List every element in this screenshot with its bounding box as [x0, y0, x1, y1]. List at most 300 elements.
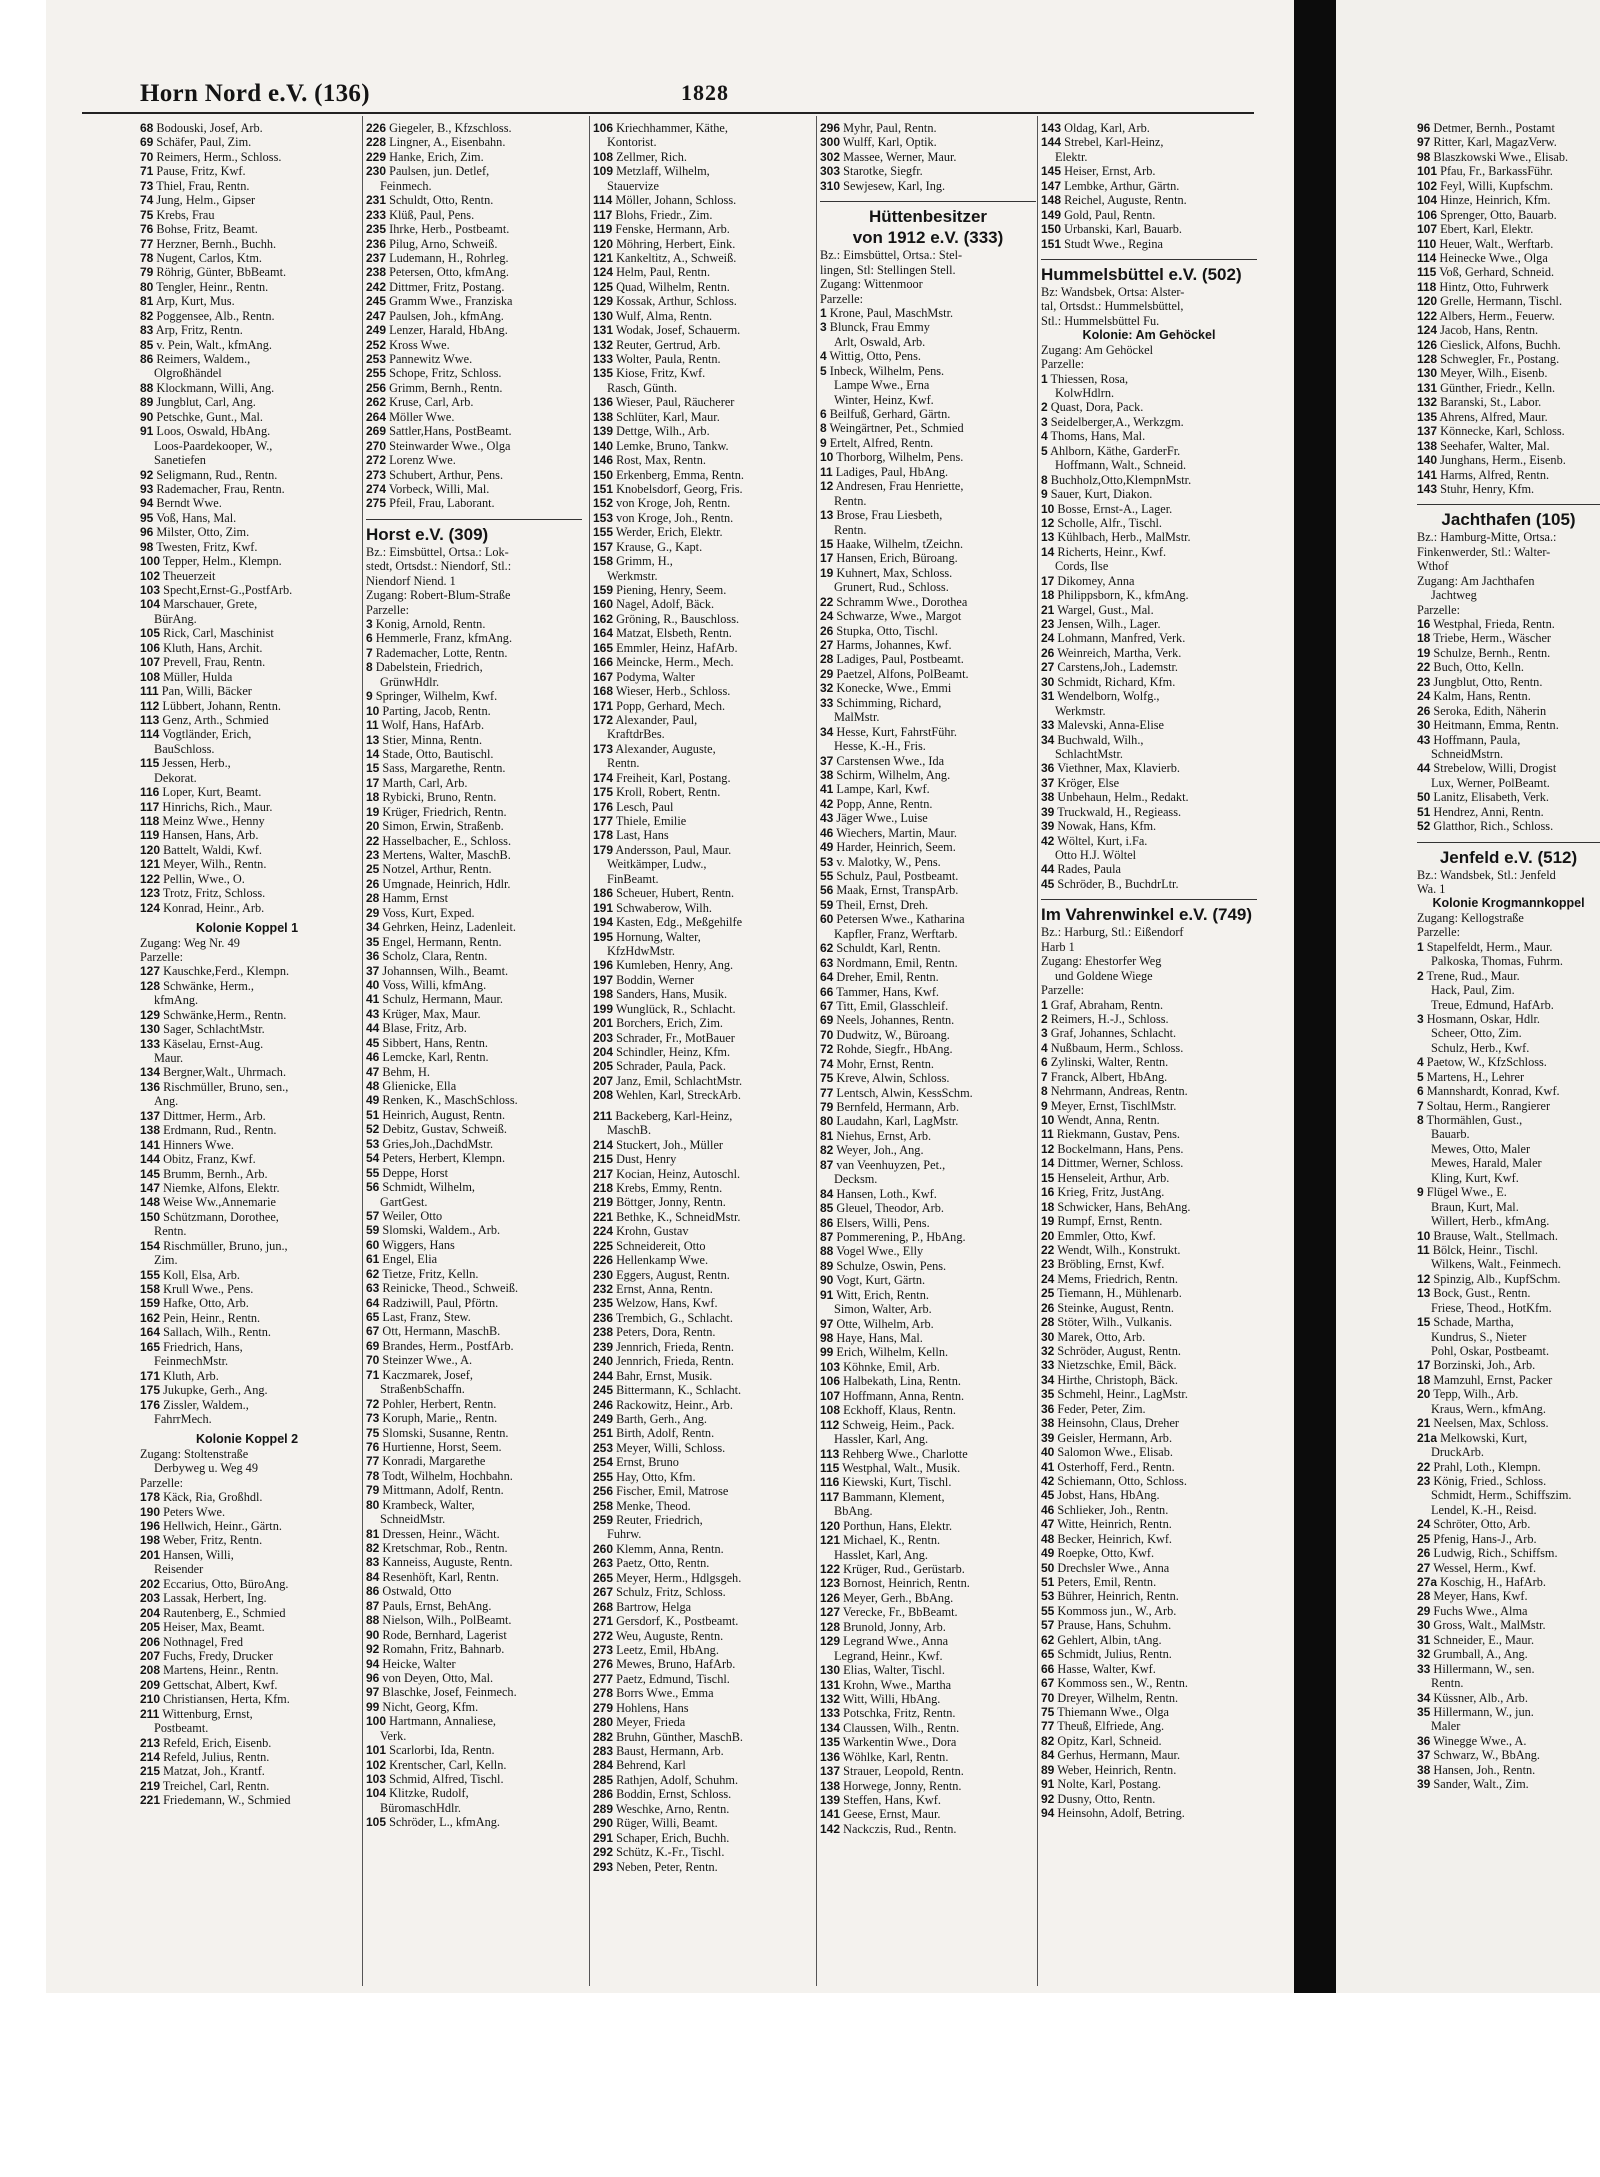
directory-entry [820, 898, 1036, 912]
directory-entry [593, 338, 809, 352]
tenant-text: Gehlert, Albin, tAng. [1054, 1632, 1162, 1647]
directory-entry [366, 978, 582, 992]
directory-entry [1041, 1546, 1257, 1560]
parcel-number: 130 [820, 1663, 841, 1678]
directory-entry [593, 193, 809, 207]
parcel-number: 106 [593, 121, 614, 135]
parcel-number: 9 [1041, 1098, 1048, 1113]
directory-entry [140, 208, 354, 222]
parcel-number: 40 [1041, 1445, 1055, 1460]
parcel-number: 11 [1041, 1127, 1054, 1142]
parcel-number: 310 [820, 178, 841, 193]
tenant-text: Unbehaun, Helm., Redakt. [1054, 790, 1189, 805]
directory-entry [1041, 545, 1257, 559]
tenant-text: Wieser, Paul, Räucherer [613, 395, 735, 410]
directory-entry [140, 1325, 354, 1339]
association-info: Finkenwerder, Stl.: Walter- [1417, 544, 1551, 559]
directory-entry [1041, 617, 1257, 631]
tenant-text: Graf, Abraham, Rentn. [1047, 997, 1164, 1012]
tenant-text: Rades, Paula [1054, 862, 1121, 877]
tenant-text: Soltau, Herm., Rangierer [1423, 1098, 1551, 1113]
directory-entry [593, 814, 809, 828]
directory-entry [593, 684, 809, 698]
entry-continuation: Otto H.J. Wöltel [1055, 848, 1137, 862]
parcel-number: 70 [820, 1027, 834, 1042]
tenant-text: Kuhnert, Max, Schloss. [833, 565, 953, 580]
directory-entry [140, 352, 354, 366]
column-3 [593, 121, 809, 1874]
parcel-number: 132 [593, 337, 614, 352]
directory-entry [366, 1368, 582, 1382]
association-info: Zugang: Kellogstraße [1417, 910, 1524, 925]
tenant-text: Seidelberger,A., Werkzgm. [1047, 414, 1184, 429]
parcel-number: 176 [593, 799, 614, 814]
directory-entry [140, 1750, 354, 1764]
parcel-number: 122 [1417, 308, 1438, 323]
parcel-number: 121 [140, 857, 161, 872]
tenant-text: Berndt Wwe. [153, 496, 222, 511]
directory-entry [593, 1167, 809, 1181]
tenant-text: Krambeck, Walter, [379, 1497, 475, 1512]
directory-entry [820, 1706, 1036, 1720]
parcel-number: 104 [140, 597, 161, 612]
parcel-number: 150 [140, 1209, 161, 1224]
parcel-number: 72 [820, 1042, 834, 1057]
parcel-number: 57 [366, 1208, 380, 1223]
parcel-number: 205 [140, 1620, 161, 1635]
tenant-text: Erdmann, Rud., Rentn. [160, 1123, 277, 1138]
parcel-number: 3 [366, 617, 373, 631]
parcel-number: 91 [820, 1287, 834, 1302]
directory-entry [366, 1122, 582, 1136]
parcel-number: 9 [1417, 1185, 1424, 1200]
tenant-text: Möller Wwe. [386, 409, 455, 424]
parcel-number: 147 [140, 1180, 161, 1195]
directory-entry [820, 179, 1036, 193]
parcel-number: 15 [820, 536, 834, 551]
parcel-number: 11 [820, 464, 833, 479]
association-info: Harb 1 [1041, 939, 1075, 954]
parcel-number: 272 [366, 453, 387, 468]
association-info: Niendorf Niend. 1 [366, 573, 456, 588]
parcel-number: 151 [1041, 236, 1062, 251]
tenant-text: Witt, Erich, Rentn. [833, 1287, 929, 1302]
parcel-number: 35 [1041, 1387, 1055, 1402]
tenant-text: Möhring, Herbert, Eink. [613, 236, 736, 251]
directory-entry [820, 421, 1036, 435]
tenant-text: Paetzel, Alfons, PolBeamt. [833, 666, 969, 681]
directory-entry [1041, 1488, 1257, 1502]
directory-entry [1417, 1748, 1600, 1762]
parcel-number: 128 [820, 1619, 841, 1634]
parcel-number: 88 [140, 380, 154, 395]
tenant-text: Kreve, Alwin, Schloss. [833, 1071, 950, 1086]
parcel-number: 46 [1041, 1502, 1055, 1517]
parcel-number: 44 [1417, 761, 1431, 776]
directory-entry [1417, 294, 1600, 308]
directory-entry [1417, 1416, 1600, 1430]
parcel-number: 238 [593, 1325, 614, 1340]
directory-entry [1041, 1460, 1257, 1474]
parcel-number: 131 [593, 323, 614, 338]
tenant-text: Refeld, Julius, Rentn. [160, 1750, 270, 1764]
directory-entry [593, 1513, 809, 1527]
tenant-text: Last, Franz, Stew. [379, 1310, 471, 1324]
parcel-number: 4 [1041, 429, 1048, 444]
directory-entry [140, 872, 354, 886]
parcel-number: 23 [1041, 617, 1055, 631]
tenant-text: Feyl, Willi, Kupfschm. [1437, 178, 1554, 193]
directory-entry [593, 1831, 809, 1845]
tenant-text: Massee, Werner, Maur. [840, 149, 957, 164]
tenant-text: Schubert, Arthur, Pens. [386, 467, 504, 482]
parcel-number: 55 [1041, 1603, 1055, 1618]
directory-entry [593, 1816, 809, 1830]
tenant-text: Witte, Heinrich, Rentn. [1054, 1517, 1172, 1532]
tenant-text: Spinzig, Alb., KupfSchm. [1430, 1271, 1561, 1286]
directory-entry [140, 1533, 354, 1547]
parcel-number: 149 [1041, 207, 1062, 222]
parcel-number: 8 [366, 660, 373, 675]
tenant-text: Paulsen, Joh., kfmAng. [386, 308, 504, 323]
parcel-number: 34 [1041, 1372, 1055, 1387]
tenant-text: Barth, Gerh., Ang. [613, 1411, 707, 1426]
parcel-number: 107 [820, 1388, 841, 1403]
tenant-text: Wulf, Alma, Rentn. [613, 308, 713, 323]
tenant-text: Oldag, Karl, Arb. [1061, 121, 1150, 135]
directory-entry [820, 1345, 1036, 1359]
tenant-text: Schope, Fritz, Schloss. [386, 366, 502, 381]
parcel-number: 235 [366, 222, 387, 237]
tenant-text: Böttger, Jonny, Rentn. [613, 1195, 726, 1210]
tenant-text: Ladiges, Paul, HbAng. [832, 464, 949, 479]
directory-entry [140, 641, 354, 655]
directory-entry [593, 1088, 809, 1102]
directory-entry [820, 1576, 1036, 1590]
tenant-text: Küssner, Alb., Arb. [1430, 1690, 1528, 1705]
directory-entry [820, 667, 1036, 681]
directory-entry [366, 1584, 582, 1598]
directory-entry [820, 1143, 1036, 1157]
tenant-text: Dressen, Heinr., Wächt. [379, 1526, 500, 1541]
section-rule [820, 193, 1036, 202]
tenant-text: Westphal, Walt., Musik. [839, 1460, 961, 1475]
directory-entry [593, 1016, 809, 1030]
directory-entry [1417, 150, 1600, 164]
tenant-text: Schröder, B., BuchdrLtr. [1054, 876, 1179, 891]
tenant-text: Philippsborn, K., kfmAng. [1054, 588, 1189, 603]
directory-entry [366, 395, 582, 409]
column-divider [816, 116, 817, 1986]
directory-entry [593, 323, 809, 337]
tenant-text: von Deyen, Otto, Mal. [379, 1670, 494, 1685]
parcel-number: 3 [1041, 414, 1048, 429]
parcel-number: 204 [593, 1045, 614, 1059]
parcel-number: 244 [593, 1368, 614, 1383]
parcel-number: 289 [593, 1801, 614, 1816]
parcel-number: 105 [140, 626, 161, 641]
directory-entry [1417, 1286, 1600, 1300]
directory-entry [366, 251, 582, 265]
directory-entry [593, 439, 809, 453]
parcel-number: 245 [366, 294, 387, 309]
directory-entry [366, 1281, 582, 1295]
parcel-number: 37 [820, 753, 834, 768]
tenant-text: Heitmann, Emma, Rentn. [1430, 718, 1559, 733]
tenant-text: Michael, K., Rentn. [840, 1533, 941, 1548]
directory-entry [593, 309, 809, 323]
parcel-number: 5 [1417, 1069, 1424, 1084]
tenant-text: Schmidt, Julius, Rentn. [1054, 1647, 1172, 1662]
tenant-text: Wessel, Herm., Kwf. [1430, 1560, 1537, 1575]
directory-entry [593, 496, 809, 510]
directory-entry [1417, 352, 1600, 366]
parcel-number: 245 [593, 1383, 614, 1398]
parcel-number: 264 [366, 409, 387, 424]
parcel-number: 49 [1041, 1546, 1055, 1561]
parcel-number: 22 [1417, 660, 1431, 675]
directory-entry [820, 1201, 1036, 1215]
parcel-number: 43 [820, 811, 834, 826]
entry-continuation: Rentn. [154, 1224, 187, 1239]
directory-entry [593, 1657, 809, 1671]
parcel-number: 119 [593, 222, 613, 237]
tenant-text: Wittenburg, Ernst, [159, 1706, 253, 1721]
association-info: Parzelle: [1041, 983, 1085, 998]
directory-entry [820, 1764, 1036, 1778]
tenant-text: Mertens, Walter, MaschB. [379, 848, 511, 862]
parcel-number: 100 [140, 554, 161, 569]
directory-entry [366, 848, 582, 862]
tenant-text: Hemmerle, Franz, kfmAng. [372, 631, 513, 646]
association-info: Zugang: Wittenmoor [820, 277, 923, 292]
tenant-text: Peters, Emil, Rentn. [1054, 1575, 1157, 1589]
tenant-text: Wendt, Anna, Rentn. [1054, 1113, 1160, 1127]
directory-entry [820, 1129, 1036, 1143]
parcel-number: 285 [593, 1772, 614, 1787]
parcel-number: 56 [366, 1180, 380, 1195]
tenant-text: Sass, Margarethe, Rentn. [379, 761, 506, 776]
parcel-number: 290 [593, 1816, 614, 1831]
tenant-text: Alexander, Auguste, [613, 741, 716, 756]
directory-entry [366, 1411, 582, 1425]
directory-entry [1417, 1185, 1600, 1199]
parcel-number: 38 [1417, 1762, 1431, 1777]
directory-entry [140, 785, 354, 799]
parcel-number: 6 [820, 407, 827, 421]
directory-entry [1041, 631, 1257, 645]
tenant-text: Meyer, Gerh., BbAng. [840, 1590, 954, 1605]
directory-entry [593, 1542, 809, 1556]
entry-continuation: Postbeamt. [154, 1721, 209, 1736]
directory-entry [366, 992, 582, 1006]
tenant-text: Boddin, Ernst, Schloss. [613, 1787, 732, 1802]
colony-heading: Kolonie Koppel 1 [195, 921, 299, 936]
association-info: lingen, Stl: Stellingen Stell. [820, 262, 956, 277]
entry-continuation: Kraus, Wern., kfmAng. [1431, 1401, 1546, 1416]
tenant-text: Scarlorbi, Ida, Rentn. [386, 1743, 495, 1758]
tenant-text: Tepper, Helm., Klempn. [160, 554, 282, 569]
parcel-number: 276 [593, 1657, 614, 1672]
directory-entry [1041, 1229, 1257, 1243]
directory-entry [140, 1080, 354, 1094]
parcel-number: 7 [366, 645, 373, 660]
entry-continuation: GartGest. [380, 1194, 428, 1209]
directory-entry [593, 208, 809, 222]
parcel-number: 77 [366, 1454, 380, 1469]
tenant-text: Renken, K., MaschSchloss. [379, 1093, 518, 1108]
tenant-text: Hasselbacher, E., Schloss. [379, 833, 512, 848]
parcel-number: 2 [1417, 968, 1424, 983]
tenant-text: Schiemann, Otto, Schloss. [1054, 1473, 1187, 1488]
tenant-text: Kluth, Arb. [160, 1368, 219, 1383]
directory-entry [820, 1158, 1036, 1172]
parcel-number: 219 [593, 1195, 614, 1210]
directory-entry [140, 424, 354, 438]
tenant-text: Kauschke,Ferd., Klempn. [160, 964, 290, 979]
parcel-number: 8 [820, 421, 827, 436]
directory-entry [140, 1779, 354, 1793]
parcel-number: 124 [1417, 323, 1438, 338]
tenant-text: Pommerening, P., HbAng. [833, 1229, 966, 1244]
directory-entry [1041, 805, 1257, 819]
entry-continuation: KolwHdlrn. [1055, 386, 1115, 400]
parcel-number: 65 [366, 1310, 380, 1324]
parcel-number: 75 [1041, 1704, 1055, 1719]
tenant-text: Scholle, Alfr., Tischl. [1054, 515, 1162, 530]
directory-entry [820, 1086, 1036, 1100]
entry-continuation: Rentn. [834, 493, 867, 508]
directory-entry [820, 1605, 1036, 1619]
parcel-number: 122 [820, 1562, 841, 1576]
parcel-number: 114 [140, 727, 160, 742]
tenant-text: Schimming, Richard, [833, 695, 942, 710]
tenant-text: Lübbert, Johann, Rentn. [159, 698, 281, 713]
tenant-text: Hellwich, Heinr., Gärtn. [160, 1519, 282, 1533]
tenant-text: v. Pein, Walt., kfmAng. [153, 337, 272, 352]
directory-entry [1041, 1719, 1257, 1733]
directory-entry [140, 496, 354, 510]
parcel-number: 108 [593, 149, 614, 164]
parcel-number: 214 [140, 1750, 161, 1764]
entry-continuation: Arlt, Oswald, Arb. [834, 334, 926, 349]
parcel-number: 3 [820, 320, 827, 335]
parcel-number: 211 [140, 1706, 160, 1721]
tenant-text: Hurtienne, Horst, Seem. [379, 1439, 502, 1454]
entry-continuation: Lendel, K.-H., Reisd. [1431, 1502, 1537, 1517]
tenant-text: Jobst, Hans, HbAng. [1054, 1488, 1160, 1503]
parcel-number: 12 [1417, 1271, 1431, 1286]
parcel-number: 127 [140, 964, 161, 979]
directory-entry [140, 135, 354, 149]
parcel-number: 17 [1417, 1358, 1431, 1373]
directory-entry [366, 1498, 582, 1512]
parcel-number: 208 [140, 1663, 161, 1678]
tenant-text: Bölck, Heinr., Tischl. [1429, 1242, 1538, 1257]
directory-entry [593, 1253, 809, 1267]
parcel-number: 249 [366, 323, 387, 338]
parcel-number: 9 [1041, 487, 1048, 502]
directory-entry [820, 1562, 1036, 1576]
tenant-text: Lemcke, Karl, Rentn. [379, 1050, 489, 1065]
association-heading: Im Vahrenwinkel e.V. (749) [1041, 905, 1253, 925]
directory-entry [820, 1779, 1036, 1793]
tenant-text: Kühlbach, Herb., MalMstr. [1054, 530, 1191, 545]
tenant-text: Steinzer Wwe., A. [379, 1353, 473, 1368]
directory-entry [366, 338, 582, 352]
directory-entry [1041, 1272, 1257, 1286]
parcel-number: 32 [820, 681, 834, 696]
tenant-text: Debitz, Gustav, Schweiß. [379, 1122, 507, 1137]
directory-entry [140, 1398, 354, 1412]
entry-continuation: SchlachtMstr. [1055, 746, 1123, 761]
tenant-text: Battelt, Waldi, Kwf. [160, 842, 262, 857]
tenant-text: Graf, Johannes, Schlacht. [1047, 1026, 1177, 1041]
tenant-text: Konrad, Heinr., Arb. [160, 900, 265, 915]
parcel-number: 135 [820, 1735, 841, 1750]
section-rule [1417, 834, 1600, 843]
tenant-text: Leetz, Emil, HbAng. [613, 1642, 719, 1657]
parcel-number: 176 [140, 1397, 161, 1412]
tenant-text: Tiemann, H., Mühlenarb. [1054, 1286, 1182, 1301]
tenant-text: Zellmer, Rich. [613, 149, 687, 164]
tenant-text: Hamm, Ernst [379, 891, 449, 906]
parcel-number: 230 [366, 164, 387, 179]
parcel-number: 102 [140, 568, 161, 583]
directory-entry [820, 1461, 1036, 1475]
directory-entry [1417, 1691, 1600, 1705]
parcel-number: 260 [593, 1541, 614, 1556]
association-info: Parzelle: [1417, 925, 1461, 940]
parcel-number: 12 [820, 479, 834, 494]
tenant-text: Wunglück, R., Schlacht. [613, 1001, 736, 1016]
directory-entry [1417, 338, 1600, 352]
entry-continuation: Elektr. [1055, 149, 1088, 164]
directory-entry [1041, 1618, 1257, 1632]
directory-entry [820, 782, 1036, 796]
parcel-number: 174 [593, 770, 614, 785]
entry-continuation: SchneidMstrn. [1431, 746, 1504, 761]
tenant-text: Vorbeck, Willi, Mal. [386, 481, 490, 496]
tenant-text: Gersdorf, K., Postbeamt. [613, 1614, 739, 1629]
directory-entry [593, 1045, 809, 1059]
tenant-text: Marth, Carl, Arb. [379, 775, 468, 790]
tenant-text: Sattler,Hans, PostBeamt. [386, 424, 512, 439]
tenant-text: Kretschmar, Rob., Rentn. [379, 1541, 508, 1555]
tenant-text: Matzat, Joh., Krantf. [160, 1764, 265, 1779]
parcel-number: 134 [820, 1720, 841, 1735]
directory-entry [366, 776, 582, 790]
directory-entry [366, 1151, 582, 1165]
parcel-number: 120 [820, 1518, 841, 1533]
association-heading: Hummelsbüttel e.V. (502) [1041, 264, 1242, 284]
tenant-text: Dikomey, Anna [1054, 573, 1135, 588]
tenant-text: Behm, H. [379, 1064, 430, 1079]
tenant-text: Knobelsdorf, Georg, Fris. [613, 481, 743, 496]
tenant-text: Gettschat, Albert, Kwf. [160, 1677, 278, 1692]
tenant-text: Lohmann, Manfred, Verk. [1054, 631, 1186, 646]
parcel-number: 18 [366, 790, 380, 805]
parcel-number: 106 [820, 1374, 841, 1389]
tenant-text: Kocian, Heinz, Autoschl. [613, 1166, 741, 1181]
directory-entry [140, 1138, 354, 1152]
tenant-text: Hartmann, Annaliese, [386, 1714, 496, 1729]
directory-entry [140, 1764, 354, 1778]
directory-entry [366, 1296, 582, 1310]
tenant-text: Jung, Helm., Gipser [153, 193, 256, 208]
parcel-number: 116 [140, 785, 160, 800]
tenant-text: Carstens,Joh., Lademstr. [1054, 660, 1178, 675]
